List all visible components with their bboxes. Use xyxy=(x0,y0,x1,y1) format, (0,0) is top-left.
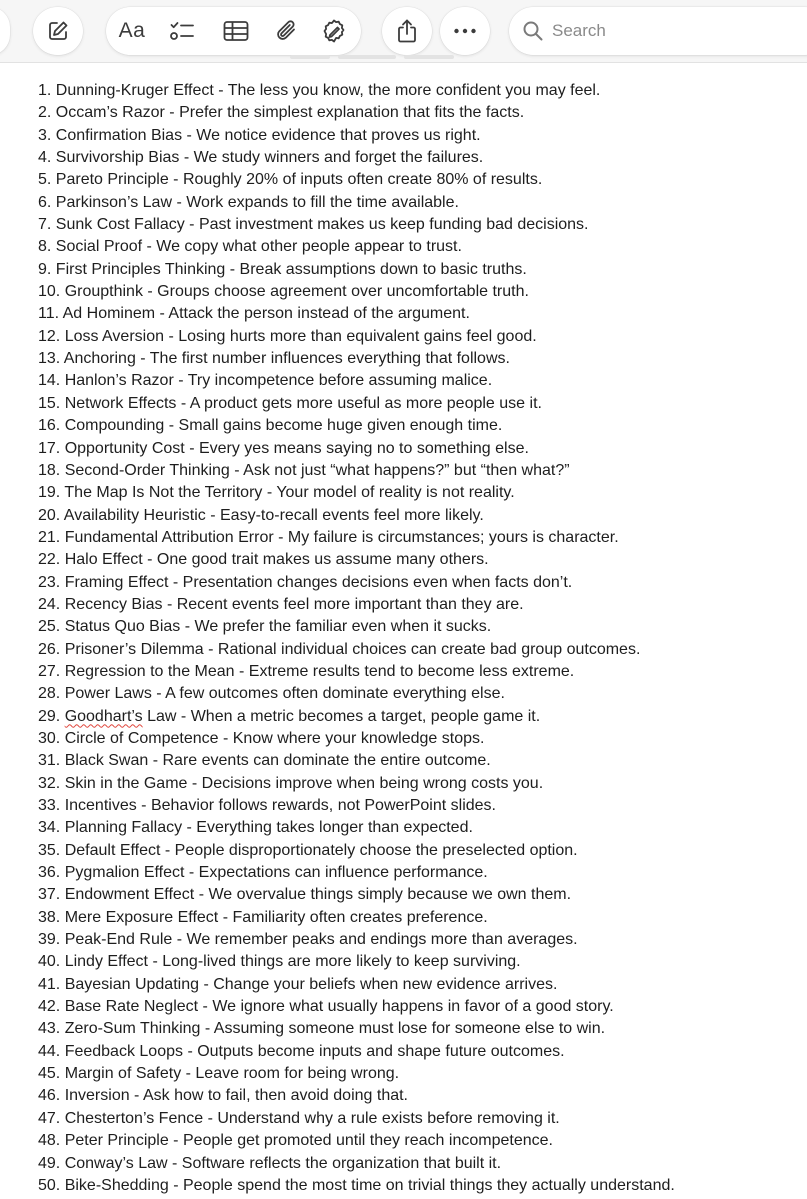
toolbar-divider xyxy=(0,62,807,63)
note-line: 28. Power Laws - A few outcomes often dominate everything else. xyxy=(38,685,505,703)
note-line: 11. Ad Hominem - Attack the person instead of the argument. xyxy=(38,305,470,323)
note-line: 32. Skin in the Game - Decisions improve when being wrong costs you. xyxy=(38,774,544,792)
note-line: 47. Chesterton’s Fence - Understand why a rule exists before removing it. xyxy=(38,1109,560,1127)
compose-icon xyxy=(46,19,70,43)
note-date-header xyxy=(290,52,460,62)
note-line: 37. Endowment Effect - We overvalue things simply because we own them. xyxy=(38,886,572,904)
note-line: 36. Pygmalion Effect - Expectations can influence performance. xyxy=(38,864,488,882)
note-line: 13. Anchoring - The first number influences everything that follows. xyxy=(38,350,510,368)
note-line: 43. Zero-Sum Thinking - Assuming someone must lose for someone else to win. xyxy=(38,1020,606,1038)
note-body[interactable] xyxy=(38,80,803,1197)
note-line: 30. Circle of Competence - Know where your knowledge stops. xyxy=(38,729,485,747)
note-line: 40. Lindy Effect - Long-lived things are more likely to keep surviving. xyxy=(38,953,521,971)
note-line: 20. Availability Heuristic - Easy-to-recall events feel more likely. xyxy=(38,506,484,524)
note-line: 14. Hanlon’s Razor - Try incompetence before assuming malice. xyxy=(38,372,493,390)
note-line: 15. Network Effects - A product gets more useful as more people use it. xyxy=(38,394,542,412)
toolbar xyxy=(0,0,807,62)
note-line: 38. Mere Exposure Effect - Familiarity often creates preference. xyxy=(38,908,488,926)
note-line: 10. Groupthink - Groups choose agreement over uncomfortable truth. xyxy=(38,283,529,301)
text-format-icon: Aa xyxy=(118,19,146,42)
spellcheck-flagged-word[interactable]: Goodhart’s xyxy=(64,707,143,725)
note-line: 25. Status Quo Bias - We prefer the familiar even when it sucks. xyxy=(38,618,492,636)
note-list xyxy=(38,80,803,1197)
note-line: 16. Compounding - Small gains become huge given enough time. xyxy=(38,417,503,435)
note-line: 39. Peak-End Rule - We remember peaks and endings more than averages. xyxy=(38,931,578,949)
note-line: 34. Planning Fallacy - Everything takes longer than expected. xyxy=(38,819,473,837)
note-line: 44. Feedback Loops - Outputs become inputs and shape future outcomes. xyxy=(38,1042,565,1060)
share-button[interactable] xyxy=(383,7,431,55)
note-line: 49. Conway’s Law - Software reflects the organization that built it. xyxy=(38,1154,502,1172)
note-line: 4. Survivorship Bias - We study winners and forget the failures. xyxy=(38,149,484,167)
note-line: 41. Bayesian Updating - Change your beliefs when new evidence arrives. xyxy=(38,975,558,993)
note-line: 18. Second-Order Thinking - Ask not just “what happens?” but “then what?” xyxy=(38,461,570,479)
note-line: 2. Occam’s Razor - Prefer the simplest explanation that fits the facts. xyxy=(38,104,525,122)
table-icon xyxy=(223,20,249,42)
checklist-button[interactable] xyxy=(158,7,206,55)
note-line: 24. Recency Bias - Recent events feel more important than they are. xyxy=(38,595,524,613)
more-button[interactable] xyxy=(441,7,489,55)
note-line: 42. Base Rate Neglect - We ignore what usually happens in favor of a good story. xyxy=(38,998,614,1016)
note-line: 19. The Map Is Not the Territory - Your model of reality is not reality. xyxy=(38,484,515,502)
ellipsis-icon xyxy=(453,28,477,34)
note-line: 35. Default Effect - People disproportionately choose the preselected option. xyxy=(38,841,578,859)
note-line: 33. Incentives - Behavior follows rewards, not PowerPoint slides. xyxy=(38,797,496,814)
note-line: 31. Black Swan - Rare events can dominate the entire outcome. xyxy=(38,752,491,770)
note-line: 17. Opportunity Cost - Every yes means saying no to something else. xyxy=(38,439,529,457)
search-icon xyxy=(522,20,544,42)
note-line: 1. Dunning-Kruger Effect - The less you know, the more confident you may feel. xyxy=(38,82,601,99)
new-note-button[interactable] xyxy=(34,7,82,55)
note-line: 45. Margin of Safety - Leave room for being wrong. xyxy=(38,1065,400,1083)
checklist-icon xyxy=(169,19,195,43)
note-line: 46. Inversion - Ask how to fail, then avoid doing that. xyxy=(38,1087,408,1105)
note-line: 48. Peter Principle - People get promoted until they reach incompetence. xyxy=(38,1132,553,1150)
attachment-button[interactable] xyxy=(263,7,311,55)
note-line: 9. First Principles Thinking - Break assumptions down to basic truths. xyxy=(38,260,527,278)
note-line: 23. Framing Effect - Presentation changes decisions even when facts don’t. xyxy=(38,573,573,591)
share-icon xyxy=(396,18,418,44)
note-line: 26. Prisoner’s Dilemma - Rational individual choices can create bad group outcomes. xyxy=(38,640,641,658)
note-line: 6. Parkinson’s Law - Work expands to fill the time available. xyxy=(38,193,459,211)
note-line: 29. Goodhart’s Law - When a metric becomes a target, people game it. xyxy=(38,707,541,725)
note-line: 22. Halo Effect - One good trait makes us assume many others. xyxy=(38,551,489,569)
note-line: 27. Regression to the Mean - Extreme results tend to become less extreme. xyxy=(38,662,575,680)
note-line: 3. Confirmation Bias - We notice evidence that proves us right. xyxy=(38,126,481,144)
markup-button[interactable] xyxy=(310,7,358,55)
note-line: 12. Loss Aversion - Losing hurts more than equivalent gains feel good. xyxy=(38,327,537,345)
faded-header-text xyxy=(290,52,460,62)
search-input[interactable] xyxy=(552,18,792,44)
note-line: 21. Fundamental Attribution Error - My failure is circumstances; yours is character. xyxy=(38,528,619,546)
note-line: 7. Sunk Cost Fallacy - Past investment makes us keep funding bad decisions. xyxy=(38,216,589,234)
note-line: 50. Bike-Shedding - People spend the most time on trivial things they actually understand. xyxy=(38,1176,675,1194)
format-button[interactable] xyxy=(108,7,156,55)
markup-icon xyxy=(321,18,347,44)
table-button[interactable] xyxy=(212,7,260,55)
sidebar-toggle-pill[interactable] xyxy=(0,7,10,55)
note-line: 5. Pareto Principle - Roughly 20% of inputs often create 80% of results. xyxy=(38,171,543,189)
note-line: 8. Social Proof - We copy what other people appear to trust. xyxy=(38,238,462,256)
paperclip-icon xyxy=(275,18,299,44)
